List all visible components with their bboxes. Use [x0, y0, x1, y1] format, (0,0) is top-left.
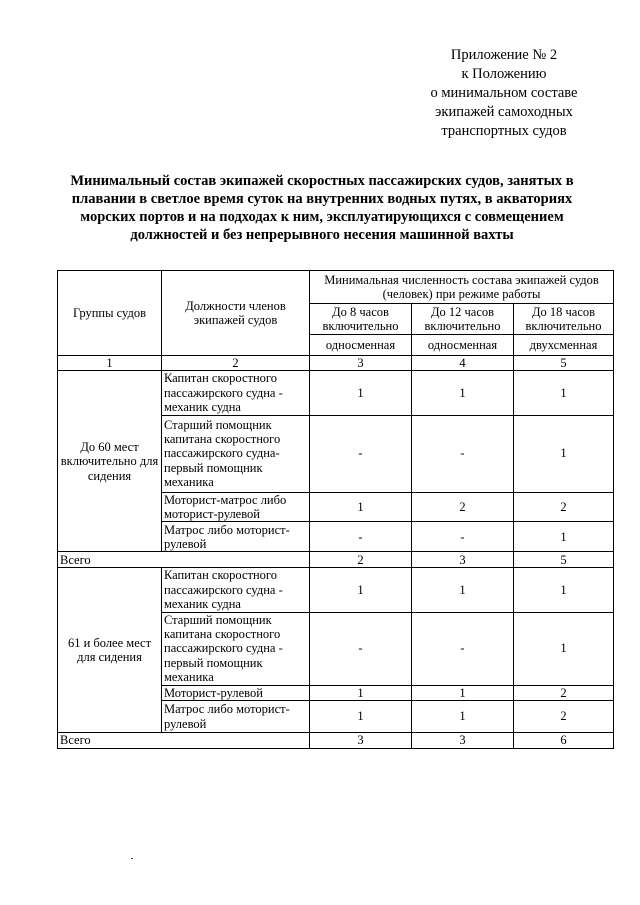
value-cell: 1: [514, 371, 614, 415]
title-line: должностей и без непрерывного несения машинной вахты: [130, 227, 514, 243]
value-cell: 2: [514, 492, 614, 522]
document-title: [52, 172, 592, 244]
total-label: Всего: [58, 552, 310, 568]
header-min-crew: Минимальная численность состава экипажей судов (человек) при режиме работы: [310, 271, 614, 304]
value-cell: 1: [310, 701, 412, 733]
table-row: [58, 371, 614, 415]
value-cell: 2: [514, 685, 614, 700]
total-value: 2: [310, 552, 412, 568]
total-label: Всего: [58, 733, 310, 748]
total-value: 3: [412, 733, 514, 748]
appendix-line: Приложение № 2: [450, 47, 558, 63]
total-value: 5: [514, 552, 614, 568]
value-cell: 2: [514, 701, 614, 733]
crew-table: [57, 270, 614, 749]
value-cell: 1: [412, 371, 514, 415]
value-cell: -: [310, 522, 412, 552]
value-cell: -: [310, 415, 412, 492]
title-line: морских портов и на подходах к ним, эксплуатирующихся с совмещением: [80, 209, 564, 225]
value-cell: -: [310, 612, 412, 685]
total-value: 3: [412, 552, 514, 568]
position-cell: Капитан скоростного пассажирского судна - механик судна: [162, 371, 310, 415]
table-row: [58, 568, 614, 612]
title-line: плавании в светлое время суток на внутренних водных путях, в акваториях: [71, 191, 573, 207]
group-name: До 60 мест включительно для сидения: [58, 371, 162, 552]
header-up-to-18: До 18 часов включительно: [514, 304, 614, 335]
total-row: [58, 733, 614, 748]
value-cell: -: [412, 522, 514, 552]
position-cell: Моторист-рулевой: [162, 685, 310, 700]
title-line: Минимальный состав экипажей скоростных пассажирских судов, занятых в: [70, 173, 574, 189]
position-cell: Старший помощник капитана скоростного пассажирского судна - первый помощник механика: [162, 612, 310, 685]
header-positions: Должности членов экипажей судов: [162, 271, 310, 356]
column-number: 2: [162, 356, 310, 371]
column-number: 5: [514, 356, 614, 371]
header-up-to-8: До 8 часов включительно: [310, 304, 412, 335]
appendix-line: к Положению: [461, 66, 547, 82]
header-group: Группы судов: [58, 271, 162, 356]
value-cell: 1: [514, 415, 614, 492]
column-number: 1: [58, 356, 162, 371]
appendix-line: транспортных судов: [441, 123, 567, 139]
column-number: 4: [412, 356, 514, 371]
value-cell: 2: [412, 492, 514, 522]
value-cell: 1: [412, 568, 514, 612]
value-cell: 1: [412, 685, 514, 700]
total-value: 3: [310, 733, 412, 748]
appendix-line: экипажей самоходных: [435, 104, 573, 120]
position-cell: Матрос либо моторист-рулевой: [162, 522, 310, 552]
total-row: [58, 552, 614, 568]
position-cell: Старший помощник капитана скоростного пассажирского судна- первый помощник механика: [162, 415, 310, 492]
value-cell: 1: [412, 701, 514, 733]
value-cell: 1: [310, 568, 412, 612]
value-cell: 1: [514, 612, 614, 685]
total-value: 6: [514, 733, 614, 748]
header-shift-double: двухсменная: [514, 335, 614, 356]
value-cell: -: [412, 612, 514, 685]
value-cell: 1: [310, 371, 412, 415]
value-cell: 1: [514, 522, 614, 552]
appendix-header: [404, 46, 604, 141]
column-number: 3: [310, 356, 412, 371]
header-shift-single: односменная: [310, 335, 412, 356]
position-cell: Моторист-матрос либо моторист-рулевой: [162, 492, 310, 522]
appendix-line: о минимальном составе: [430, 85, 578, 101]
position-cell: Капитан скоростного пассажирского судна - механик судна: [162, 568, 310, 612]
scan-speck: [131, 858, 133, 859]
value-cell: 1: [310, 492, 412, 522]
value-cell: -: [412, 415, 514, 492]
group-name: 61 и более мест для сидения: [58, 568, 162, 733]
position-cell: Матрос либо моторист-рулевой: [162, 701, 310, 733]
header-up-to-12: До 12 часов включительно: [412, 304, 514, 335]
header-shift-single: односменная: [412, 335, 514, 356]
value-cell: 1: [310, 685, 412, 700]
value-cell: 1: [514, 568, 614, 612]
